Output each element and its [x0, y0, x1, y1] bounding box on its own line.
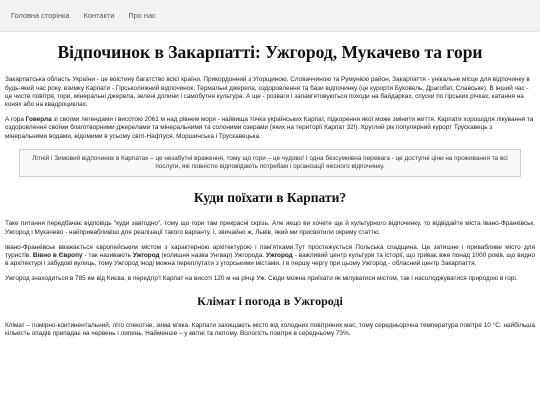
intro-paragraph-1: Закарпатська область України - це воістину багатство всієї країни. Прикордонний з Угорщиною, Словаччиною та Румунією район, Закарпаття - унікальне місце для відпочинку в будь-який час року. взимку Карпати - Гірськолижний відпочинок, Термальні джерела, оздоровлення та бази відпочинку (це курорти Буковель, Драгобат, Славське). В інший час - це чисте повітря, гори, мінеральні джерела, зелені долини і самобутня культура. А ще - розваги і запам'ятовуються походи на байдарках, спуски по гірських річках, катання на конях або на квадроциклах.: [5, 76, 530, 108]
s1p2-text-e: (колишня назва Унгвар) Ужгорода.: [159, 251, 267, 259]
goverla-highlight: Говерла: [25, 116, 52, 124]
s1p2-text-g: - важливий центр культури та історії, що триває вже понад 1000 років, що видно в архітектурі і забудові вулиць, тому Ужгород іноді можна переплутати з угорськими містами. І в першу чергу при цьому Ужгород - обласний центр Закарпаття.: [5, 251, 536, 268]
intro-p2-text-a: А гора: [5, 116, 26, 124]
section1-paragraph-1: Таке питання передбачає відповідь "куди завгодно", тому що гори там прекрасні скрізь. Але якщо ви хочете ще й культурного відпочинку, то відвідайте міста Івано-Франківськ, Ужгород і Мукачево - найпривабливіші для реалізації такого варіанту. І, звичайно ж, Львів, який ми присвятили окрему статтю.: [5, 220, 535, 236]
section2-paragraph-1: Клімат – помірно-континентальний, літо спекотне, зима м'яка. Карпати захищають місто від холодних повітряних мас, тому середньорічна температура повітря 10 °C. найбільша кількість опадів припадає на червень і липень. Найменше – у квітні та лютому. Вологість повітря в середньому 73%.: [5, 321, 535, 338]
section-heading-where-to-go: Куди поїхати в Карпати?: [193, 190, 347, 206]
callout-box: Літній і Зимовий відпочинок в Карпатах – це незабутні враження, тому що гори – це чудово! І одна безсумнівна перевага - це доступні ціни на проживання та всі послуги, які повністю відповідають потребам і організації якісного відпочинку.: [19, 149, 521, 177]
top-navigation: [0, 0, 540, 32]
page-title: Відпочинок в Закарпатті: Ужгород, Мукачево та гори: [57, 42, 483, 62]
nav-link-about[interactable]: Про нас: [128, 10, 156, 20]
s1p2-text-c: - так називають: [82, 251, 133, 259]
intro-paragraph-2: [5, 116, 535, 141]
s1p2-text-a: Івано-Франківськ вважається європейським містом з характерною архітектурою і пам'ятками.Тут простежується Польська спадщина. Це затишне і привабливе місто для туристів.: [5, 243, 535, 259]
intro-p2-text-b: зі своїми легендами і висотою 2061 м над рівнем моря - найвища точка українських Карпат, підкорення якої може змінити життя. Карпати хорошідля лікування та оздоровлення своїми благотворними джерелами та мінеральними та солоними озерами (яких на території Карпат 32!). Круглий рік популярний курорт Трускавець з мінеральними водами, відомими в усьому світі-Нафтуся, Моршинська і Трускавецька.: [5, 116, 534, 140]
s1p2-bold-window: Вівно в Європу: [32, 251, 83, 259]
section1-paragraph-3: Ужгород знаходиться в 785 км від Києва, в передгір'ї Карпат на висоті 120 м на річці Уж. Сюди можна приїхати як мілуватися містом, так і насолоджуватися природою в горі.: [5, 275, 518, 283]
section-heading-climate: Клімат і погода в Ужгороді: [197, 294, 343, 309]
main-content: [0, 41, 540, 338]
section1-paragraph-2: [5, 244, 535, 269]
nav-link-contacts[interactable]: Контакти: [83, 10, 115, 20]
s1p2-bold-uzhhorod-2: Ужгород: [266, 251, 293, 259]
s1p2-bold-uzhhorod-1: Ужгород: [132, 251, 160, 259]
nav-link-home[interactable]: Головна сторінка: [11, 10, 70, 20]
